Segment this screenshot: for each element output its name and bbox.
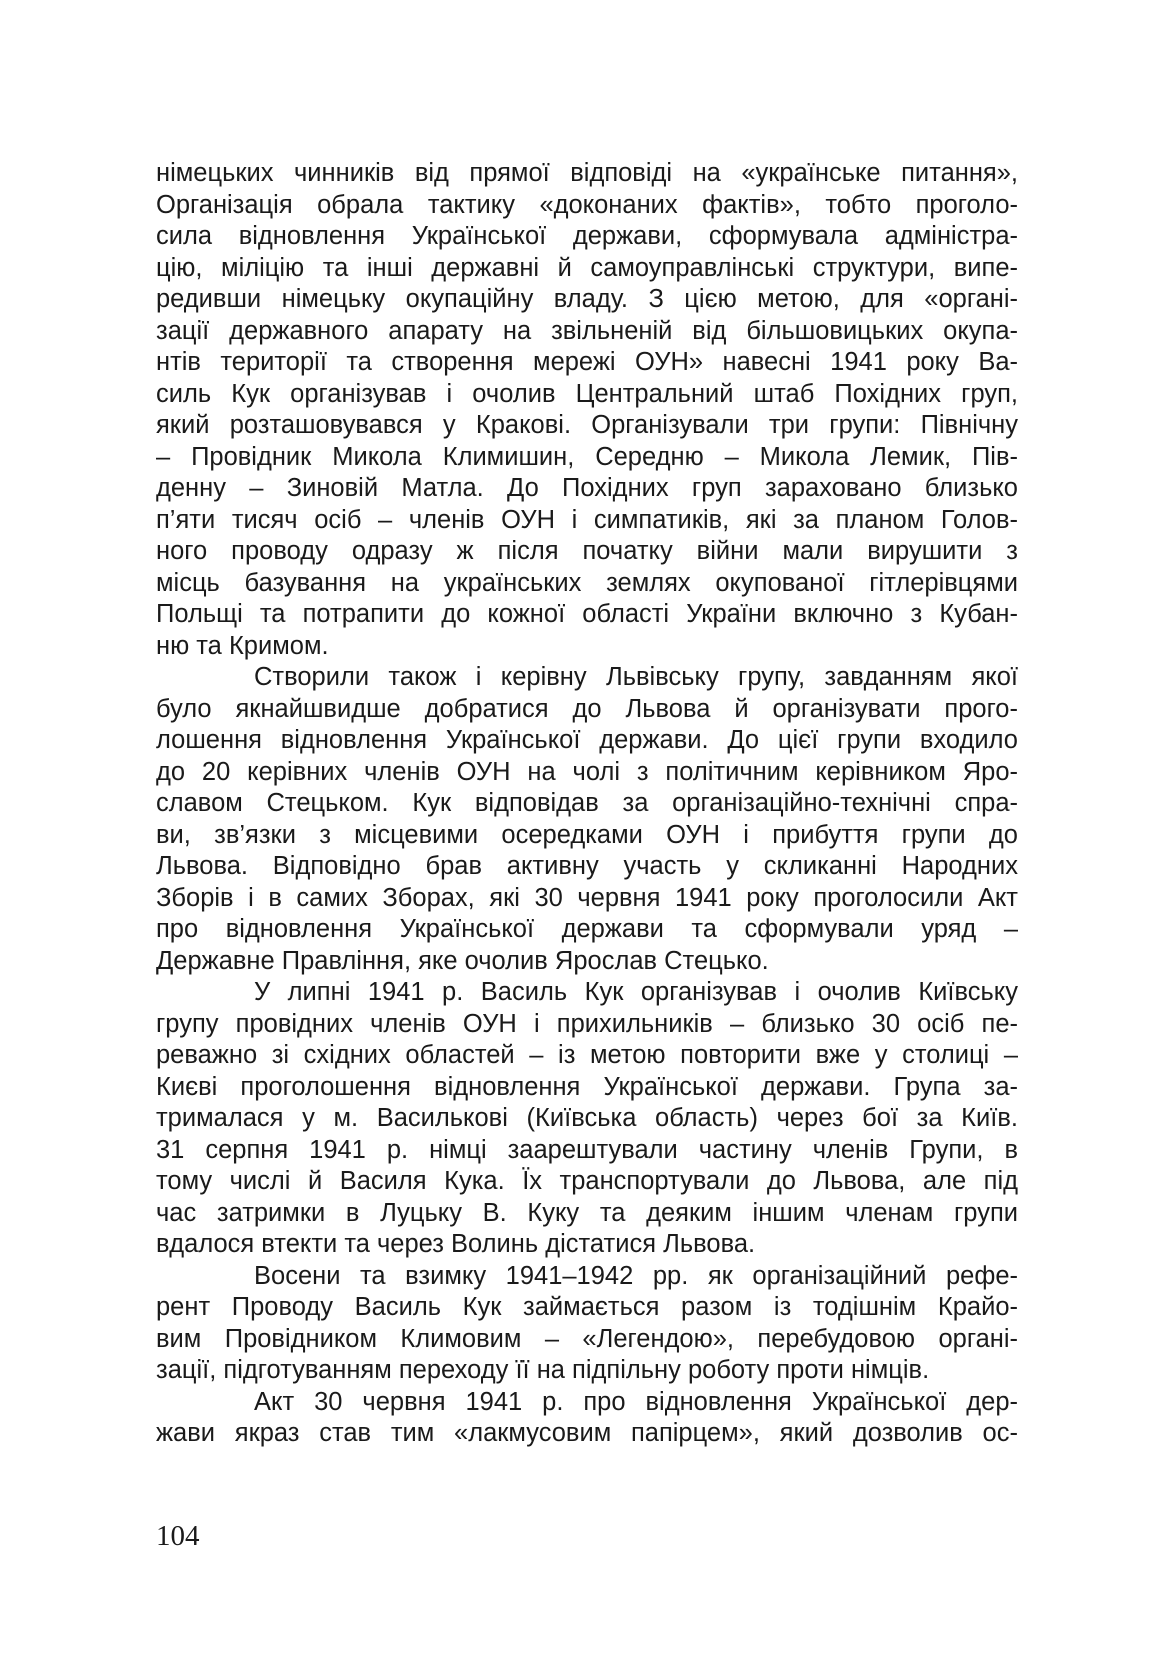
text-line: нтів території та створення мережі ОУН» навесні 1941 року Ва- [156,348,1018,376]
text-line: Восени та взимку 1941–1942 рр. як організаційний рефе- [254,1261,1018,1290]
text-line: ного проводу одразу ж після початку війни мали вирушити з [156,537,1018,565]
text-line: який розташовувався у Кракові. Організували три групи: Північну [156,411,1018,439]
text-line: місць базування на українських землях окупованої гітлерівцями [156,568,1018,597]
text-line: сила відновлення Української держави, сформувала адміністра- [156,222,1018,250]
text-line: реважно зі східних областей – із метою повторити вже у столиці – [156,1041,1018,1069]
text-line: рент Проводу Василь Кук займається разом із тодішнім Крайо- [156,1293,1018,1321]
body-text [156,158,1018,1450]
text-line: У липні 1941 р. Василь Кук організував і очолив Київську [254,978,1018,1006]
text-line: Державне Правління, яке очолив Ярослав Стецько. [156,946,769,975]
text-line: німецьких чинників від прямої відповіді на «українське питання», [156,159,1018,187]
text-line: лошення відновлення Української держави. До цієї групи входило [156,726,1018,754]
text-line: трималася у м. Василькові (Київська область) через бої за Київ. [156,1104,1018,1132]
text-line: вдалося втекти та через Волинь дістатися Львова. [156,1230,756,1258]
text-line: було якнайшвидше добратися до Львова й організувати прого- [156,694,1018,723]
text-line: ви, зв’язки з місцевими осередками ОУН і прибуття групи до [156,820,1018,849]
text-line: Акт 30 червня 1941 р. про відновлення Української дер- [254,1387,1018,1416]
text-line: Зборів і в самих Зборах, які 30 червня 1941 року проголосили Акт [156,883,1018,912]
text-line: ню та Кримом. [156,631,329,660]
text-line: – Провідник Микола Климишин, Середню – Микола Лемик, Пів- [156,442,1018,471]
text-line: до 20 керівних членів ОУН на чолі з політичним керівником Яро- [156,757,1018,786]
text-line: славом Стецьком. Кук відповідав за організаційно-технічні спра- [156,789,1018,817]
text-line: тому числі й Василя Кука. Їх транспортували до Львова, але під [156,1167,1018,1195]
page-number: 104 [156,1520,200,1552]
text-line: Створили також і керівну Львівську групу, завданням якої [254,663,1018,691]
text-line: редивши німецьку окупаційну владу. З цією метою, для «органі- [156,285,1018,313]
text-line: вим Провідником Климовим – «Легендою», перебудовою органі- [156,1324,1018,1353]
text-line: силь Кук організував і очолив Центральний штаб Похідних груп, [156,379,1018,408]
text-line: 31 серпня 1941 р. німці заарештували частину членів Групи, в [156,1135,1018,1164]
text-line: цію, міліцію та інші державні й самоуправлінські структури, випе- [156,253,1018,282]
text-line: зації державного апарату на звільненій від більшовицьких окупа- [156,316,1018,345]
text-line: Організація обрала тактику «доконаних фактів», тобто проголо- [156,190,1018,219]
text-line: денну – Зиновій Матла. До Похідних груп зараховано близько [156,474,1018,502]
text-line: Львова. Відповідно брав активну участь у скликанні Народних [156,852,1018,880]
text-line: жави якраз став тим «лакмусовим папірцем», який дозволив ос- [156,1419,1018,1447]
text-line: групу провідних членів ОУН і прихильників – близько 30 осіб пе- [156,1009,1018,1038]
text-line: час затримки в Луцьку В. Куку та деяким іншим членам групи [156,1198,1018,1227]
text-line: про відновлення Української держави та сформували уряд – [156,915,1018,943]
text-line: Києві проголошення відновлення Української держави. Група за- [156,1072,1018,1101]
text-line: п’яти тисяч осіб – членів ОУН і симпатиків, які за планом Голов- [156,505,1018,534]
text-line: зації, підготуванням переходу її на підпільну роботу проти німців. [156,1356,930,1384]
text-line: Польщі та потрапити до кожної області України включно з Кубан- [156,600,1018,628]
